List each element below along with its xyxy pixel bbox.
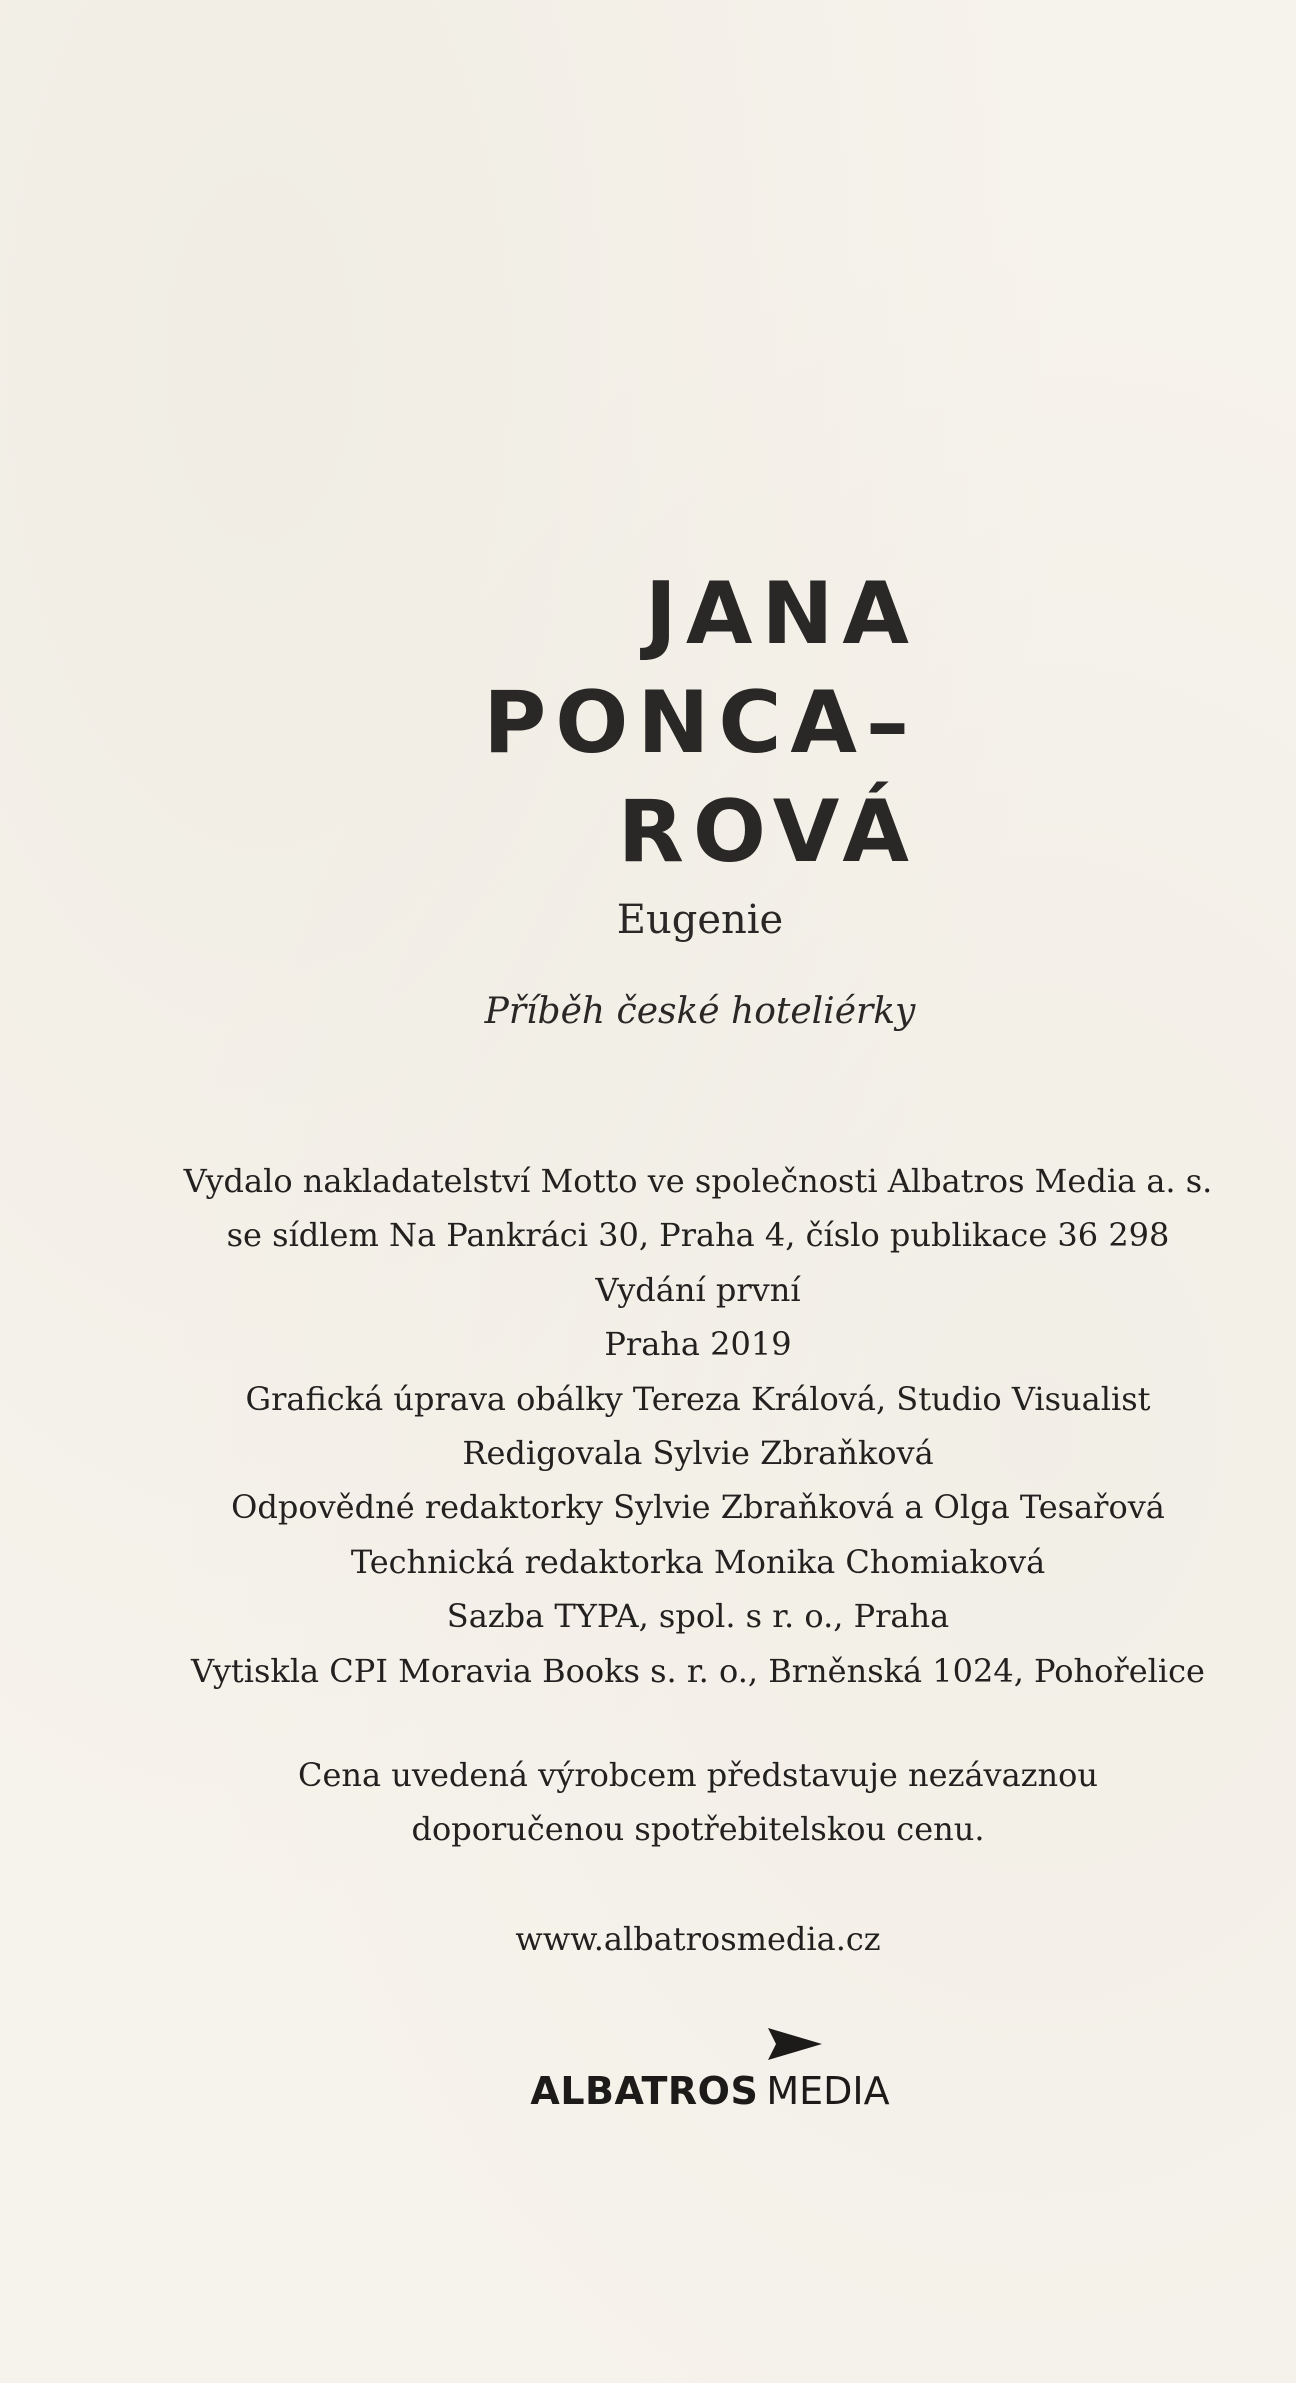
imprint-line: Vydalo nakladatelství Motto ve společnosti Albatros Media a. s.	[183, 1162, 1213, 1200]
publisher-logo-text	[500, 2064, 920, 2118]
imprint-line: Redigovala Sylvie Zbraňková	[462, 1434, 934, 1473]
publisher-website: www.albatrosmedia.cz	[515, 1920, 881, 1958]
author-name	[478, 560, 918, 887]
imprint-block	[148, 1154, 1248, 1698]
book-title: Eugenie	[616, 897, 784, 943]
play-arrow-icon	[768, 2028, 822, 2060]
price-note	[148, 1748, 1248, 1856]
price-note-line: Cena uvedená výrobcem představuje nezávaznou	[297, 1756, 1099, 1794]
imprint-line: Vydání první	[595, 1270, 801, 1309]
imprint-line: Odpovědné redaktorky Sylvie Zbraňková a Olga Tesařová	[231, 1488, 1165, 1527]
imprint-line: Sazba TYPA, spol. s r. o., Praha	[446, 1597, 950, 1636]
imprint-line: Technická redaktorka Monika Chomiaková	[350, 1542, 1046, 1581]
publisher-logo-bold: ALBATROS	[530, 2069, 759, 2113]
publisher-logo-light: MEDIA	[766, 2069, 890, 2113]
imprint-line: Praha 2019	[604, 1325, 792, 1364]
author-line-2: PONCA–	[483, 673, 918, 773]
price-note-line: doporučenou spotřebitelskou cenu.	[411, 1810, 985, 1848]
book-subtitle: Příběh české hoteliérky	[484, 991, 916, 1032]
author-line-1: JANA	[644, 564, 918, 664]
imprint-line: Grafická úprava obálky Tereza Králová, Studio Visualist	[245, 1379, 1151, 1418]
imprint-line: se sídlem Na Pankráci 30, Praha 4, číslo publikace 36 298	[226, 1216, 1170, 1255]
imprint-line: Vytiskla CPI Moravia Books s. r. o., Brněnská 1024, Pohořelice	[191, 1651, 1205, 1690]
author-line-3: ROVÁ	[617, 782, 918, 882]
publisher-logo	[500, 2020, 920, 2130]
